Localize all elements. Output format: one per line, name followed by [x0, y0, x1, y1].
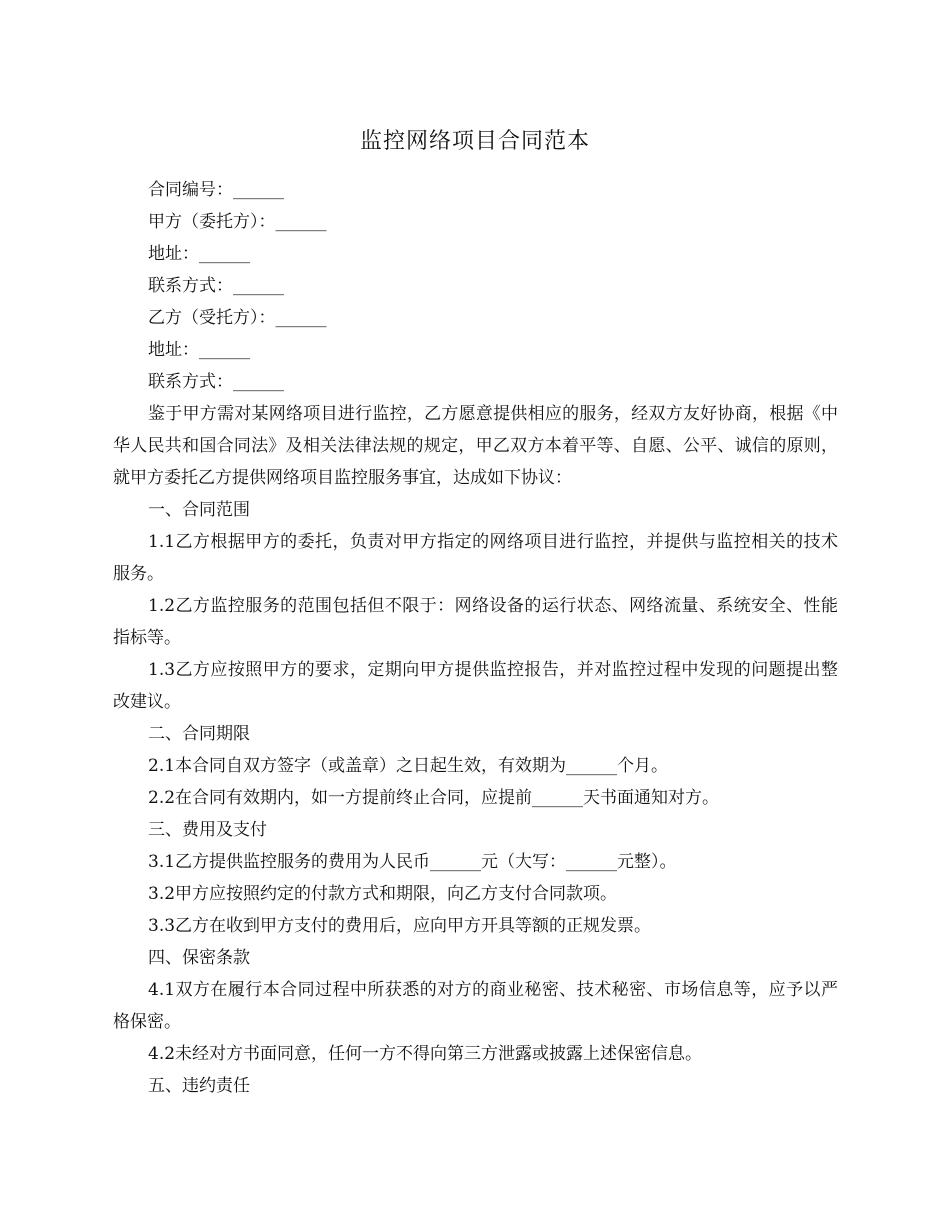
field-party-b: 乙方（受托方）：______ — [148, 308, 327, 328]
field-party-b-contact: 联系方式：______ — [148, 372, 284, 392]
section-heading: 二、合同期限 — [148, 724, 250, 744]
document-body — [113, 174, 838, 1102]
clause-paragraph: 1.3乙方应按照甲方的要求，定期向甲方提供监控报告，并对监控过程中发现的问题提出整改建议。 — [113, 660, 838, 712]
section-heading: 五、违约责任 — [148, 1076, 250, 1096]
field-party-a: 甲方（委托方）：______ — [148, 212, 327, 232]
field-party-b-address: 地址：______ — [148, 340, 250, 360]
clause-paragraph: 1.2乙方监控服务的范围包括但不限于：网络设备的运行状态、网络流量、系统安全、性能指标等。 — [113, 596, 838, 648]
clause-paragraph: 4.1双方在履行本合同过程中所获悉的对方的商业秘密、技术秘密、市场信息等，应予以严格保密。 — [113, 980, 838, 1032]
clause-paragraph: 1.1乙方根据甲方的委托，负责对甲方指定的网络项目进行监控，并提供与监控相关的技术服务。 — [113, 532, 838, 584]
field-party-a-address: 地址：______ — [148, 244, 250, 264]
section-heading: 一、合同范围 — [148, 500, 250, 520]
preamble-paragraph: 鉴于甲方需对某网络项目进行监控，乙方愿意提供相应的服务，经双方友好协商，根据《中华人民共和国合同法》及相关法律法规的规定，甲乙双方本着平等、自愿、公平、诚信的原则，就甲方委托乙方提供网络项目监控服务事宜，达成如下协议： — [113, 404, 838, 488]
clause-paragraph: 3.3乙方在收到甲方支付的费用后，应向甲方开具等额的正规发票。 — [148, 916, 652, 936]
clause-paragraph: 4.2未经对方书面同意，任何一方不得向第三方泄露或披露上述保密信息。 — [148, 1044, 703, 1064]
clause-paragraph: 2.1本合同自双方签字（或盖章）之日起生效，有效期为______个月。 — [148, 756, 669, 776]
clause-paragraph: 2.2在合同有效期内，如一方提前终止合同，应提前______天书面通知对方。 — [148, 788, 720, 808]
field-party-a-contact: 联系方式：______ — [148, 276, 284, 296]
section-heading: 四、保密条款 — [148, 948, 250, 968]
document-title: 监控网络项目合同范本 — [359, 129, 590, 154]
section-heading: 三、费用及支付 — [148, 820, 267, 840]
clause-paragraph: 3.1乙方提供监控服务的费用为人民币______元（大写：______元整）。 — [148, 852, 677, 872]
field-contract-number: 合同编号：______ — [148, 180, 284, 200]
clause-paragraph: 3.2甲方应按照约定的付款方式和期限，向乙方支付合同款项。 — [148, 884, 618, 904]
